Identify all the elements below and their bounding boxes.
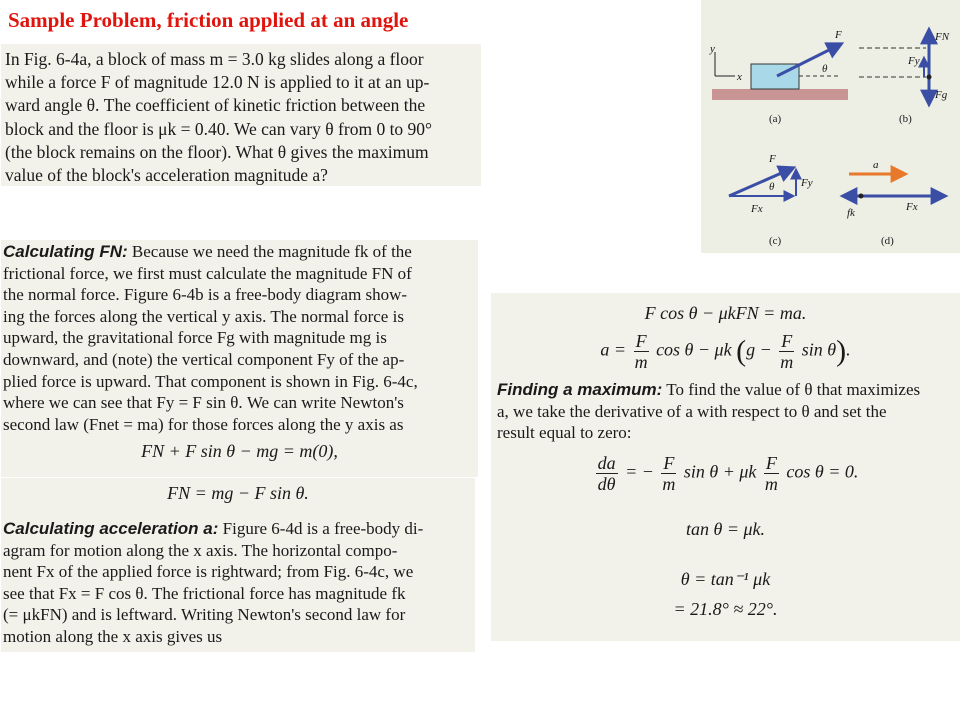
force-arrow bbox=[777, 44, 841, 76]
label-fy: Fy bbox=[801, 177, 813, 189]
equation-theta: θ = tan⁻¹ μk bbox=[680, 569, 771, 589]
fraction-f-over-m bbox=[764, 453, 779, 494]
max-line: a, we take the derivative of a with respect to θ and set the bbox=[497, 401, 887, 421]
floor bbox=[712, 89, 848, 100]
frac-num: F bbox=[781, 331, 793, 351]
fn-line: the normal force. Figure 6-4b is a free-body diagram show- bbox=[3, 285, 408, 305]
label-f: F bbox=[835, 29, 842, 41]
free-body-diagrams bbox=[701, 0, 960, 253]
fraction-da-dtheta bbox=[596, 453, 618, 494]
label-x: x bbox=[737, 71, 742, 83]
frac-den: m bbox=[780, 352, 794, 372]
label-y: y bbox=[710, 43, 715, 55]
figure-a bbox=[709, 29, 848, 125]
max-line: result equal to zero: bbox=[497, 423, 632, 443]
deriv-end: cos θ = 0. bbox=[786, 461, 859, 482]
figure-c bbox=[729, 153, 813, 247]
equation-fn: FN = mg − F sin θ. bbox=[167, 483, 309, 503]
label-fn: FN bbox=[935, 31, 950, 43]
eq-a-mid: cos θ − μk bbox=[656, 339, 732, 360]
frac-num: F bbox=[765, 453, 777, 473]
fraction-f-over-m bbox=[779, 331, 794, 372]
equation-tan: tan θ = μk. bbox=[685, 519, 765, 539]
label-f: F bbox=[769, 153, 776, 165]
problem-line: while a force F of magnitude 12.0 N is applied to it at an up- bbox=[5, 72, 430, 93]
acc-line: Figure 6-4d is a free-body di- bbox=[222, 519, 424, 538]
slide-title: Sample Problem, friction applied at an angle bbox=[8, 8, 409, 32]
problem-line: In Fig. 6-4a, a block of mass m = 3.0 kg slides along a floor bbox=[5, 49, 424, 69]
equation-result: = 21.8° ≈ 22°. bbox=[673, 599, 778, 619]
problem-statement bbox=[1, 44, 481, 186]
frac-den: m bbox=[662, 474, 676, 494]
equation-acceleration: a = $\frac{F}{m}$ cos θ − μk (g − $\frac{F}{m}$ sin θ). bbox=[600, 331, 851, 372]
acc-line: motion along the x axis gives us bbox=[3, 626, 223, 646]
section-heading: Finding a maximum: bbox=[497, 380, 663, 399]
label-fg: Fg bbox=[935, 89, 948, 101]
problem-line: (the block remains on the floor). What θ gives the maximum bbox=[5, 141, 429, 162]
fn-line: downward, and (note) the vertical component Fy of the ap- bbox=[3, 349, 405, 369]
problem-line: value of the block's acceleration magnitude a? bbox=[5, 165, 328, 186]
label-b: (b) bbox=[899, 113, 912, 125]
frac-den: dθ bbox=[597, 474, 616, 494]
force-arrow bbox=[729, 168, 793, 196]
eq-a-lhs: a = bbox=[600, 339, 627, 360]
frac-num: F bbox=[635, 331, 647, 351]
problem-line: ward angle θ. The coefficient of kinetic friction between the bbox=[5, 95, 426, 116]
finding-maximum-section bbox=[491, 293, 960, 641]
label-fk: fk bbox=[847, 207, 855, 219]
label-fx: Fx bbox=[751, 203, 763, 215]
equation-derivative bbox=[491, 453, 960, 494]
section-heading: Calculating FN: bbox=[3, 242, 128, 261]
fn-line: ing the forces along the vertical y axis. The normal force is bbox=[3, 306, 404, 326]
figure-b bbox=[859, 30, 950, 125]
section-heading: Calculating acceleration a: bbox=[3, 519, 219, 538]
equation-newton-x: F cos θ − μkFN = ma. bbox=[644, 303, 807, 323]
fraction-f-over-m bbox=[661, 453, 676, 494]
figure-d bbox=[843, 159, 945, 247]
fn-line: upward, the gravitational force Fg with magnitude mg is bbox=[3, 328, 387, 348]
label-fx: Fx bbox=[906, 201, 918, 213]
label-theta: θ bbox=[769, 181, 775, 193]
calculating-fn-section bbox=[1, 240, 478, 477]
max-line: To find the value of θ that maximizes bbox=[666, 380, 921, 399]
eq-a-paren: g − bbox=[746, 339, 772, 360]
eq-a-end: . bbox=[846, 339, 851, 360]
fn-line: frictional force, we first must calculate the magnitude FN of bbox=[3, 263, 412, 283]
deriv-eq: = − bbox=[625, 461, 654, 482]
frac-den: m bbox=[764, 474, 778, 494]
acc-line: see that Fx = F cos θ. The frictional force has magnitude fk bbox=[3, 583, 406, 603]
acc-line: (= μkFN) and is leftward. Writing Newton's second law for bbox=[3, 605, 406, 625]
fn-line: second law (Fnet = ma) for those forces along the y axis as bbox=[3, 414, 404, 434]
fraction-f-over-m bbox=[634, 331, 649, 372]
label-a: (a) bbox=[769, 113, 782, 125]
fn-line: plied force is upward. That component is shown in Fig. 6-4c, bbox=[3, 371, 418, 391]
deriv-mid: sin θ + μk bbox=[683, 461, 757, 482]
figure-6-4 bbox=[701, 0, 960, 253]
frac-num: F bbox=[663, 453, 675, 473]
label-d: (d) bbox=[881, 235, 894, 247]
label-c: (c) bbox=[769, 235, 782, 247]
calculating-acceleration-section bbox=[1, 478, 475, 652]
fn-line: Because we need the magnitude fk of the bbox=[131, 242, 412, 261]
frac-den: m bbox=[634, 352, 648, 372]
label-acc: a bbox=[873, 159, 879, 171]
equation-fn-sum: FN + F sin θ − mg = m(0), bbox=[141, 441, 338, 462]
frac-num: da bbox=[597, 453, 616, 473]
eq-a-tail: sin θ bbox=[801, 339, 837, 360]
label-fy: Fy bbox=[908, 55, 920, 67]
acc-line: nent Fx of the applied force is rightward; from Fig. 6-4c, we bbox=[3, 562, 414, 582]
label-theta: θ bbox=[822, 63, 828, 75]
problem-line: block and the floor is μk = 0.40. We can vary θ from 0 to 90° bbox=[5, 118, 433, 139]
acc-line: agram for motion along the x axis. The horizontal compo- bbox=[3, 540, 398, 560]
fn-line: where we can see that Fy = F sin θ. We can write Newton's bbox=[3, 393, 404, 413]
